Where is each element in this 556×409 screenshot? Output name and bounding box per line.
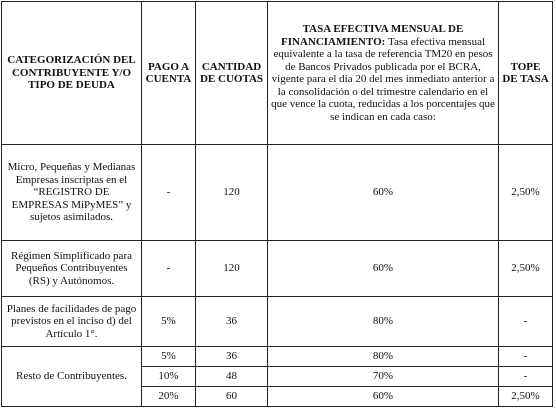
cell-cuotas: 36: [196, 297, 268, 347]
header-cantidad-cuotas: CANTIDAD DE CUOTAS: [196, 2, 268, 145]
header-tope-tasa: TOPE DE TASA: [499, 2, 553, 145]
table-row: [2, 145, 553, 241]
table-row: [2, 297, 553, 347]
cell-tasa: 60%: [268, 387, 499, 407]
cell-pago: 10%: [142, 367, 196, 387]
cell-tasa: 80%: [268, 347, 499, 367]
cell-categoria: Planes de facilidades de pago previstos en el inciso d) del Artículo 1°.: [2, 297, 142, 347]
table-row: [2, 241, 553, 297]
cell-tope: -: [499, 347, 553, 367]
cell-cuotas: 36: [196, 347, 268, 367]
cell-pago: 20%: [142, 387, 196, 407]
header-row: [2, 2, 553, 145]
cell-pago: -: [142, 241, 196, 297]
cell-tope: 2,50%: [499, 145, 553, 241]
cell-pago: 5%: [142, 297, 196, 347]
cell-pago: 5%: [142, 347, 196, 367]
cell-tasa: 70%: [268, 367, 499, 387]
cell-tope: -: [499, 367, 553, 387]
header-tasa-desc: Tasa efectiva mensual equivalente a la tasa de referencia TM20 en pesos de Bancos Privados publicada por el BCRA, vigente para el día 20 del mes inmediato anterior a la consolidación o del trimestre calendario en el que vence la cuota, reducidas a los porcentajes que se indican en cada caso:: [271, 35, 495, 123]
header-tasa-efectiva: [268, 2, 499, 145]
cell-tasa: 60%: [268, 145, 499, 241]
header-tasa-title: TASA EFECTIVA MENSUAL DE FINANCIAMIENTO:: [280, 23, 464, 48]
header-pago-cuenta: PAGO A CUENTA: [142, 2, 196, 145]
cell-tope: 2,50%: [499, 387, 553, 407]
cell-tasa: 60%: [268, 241, 499, 297]
cell-cuotas: 48: [196, 367, 268, 387]
cell-pago: -: [142, 145, 196, 241]
cell-cuotas: 120: [196, 145, 268, 241]
cell-tasa: 80%: [268, 297, 499, 347]
cell-tope: 2,50%: [499, 241, 553, 297]
cell-cuotas: 60: [196, 387, 268, 407]
header-categoria: CATEGORIZACIÓN DEL CONTRIBUYENTE Y/O TIPO DE DEUDA: [2, 2, 142, 145]
cell-tope: -: [499, 297, 553, 347]
cell-cuotas: 120: [196, 241, 268, 297]
cell-categoria: Régimen Simplificado para Pequeños Contribuyentes (RS) y Autónomos.: [2, 241, 142, 297]
financing-table: [1, 1, 553, 407]
table-row: [2, 347, 553, 367]
cell-categoria: Resto de Contribuyentes.: [2, 347, 142, 407]
cell-categoria: Micro, Pequeñas y Medianas Empresas inscriptas en el “REGISTRO DE EMPRESAS MiPyMES” y sujetos asimilados.: [2, 145, 142, 241]
